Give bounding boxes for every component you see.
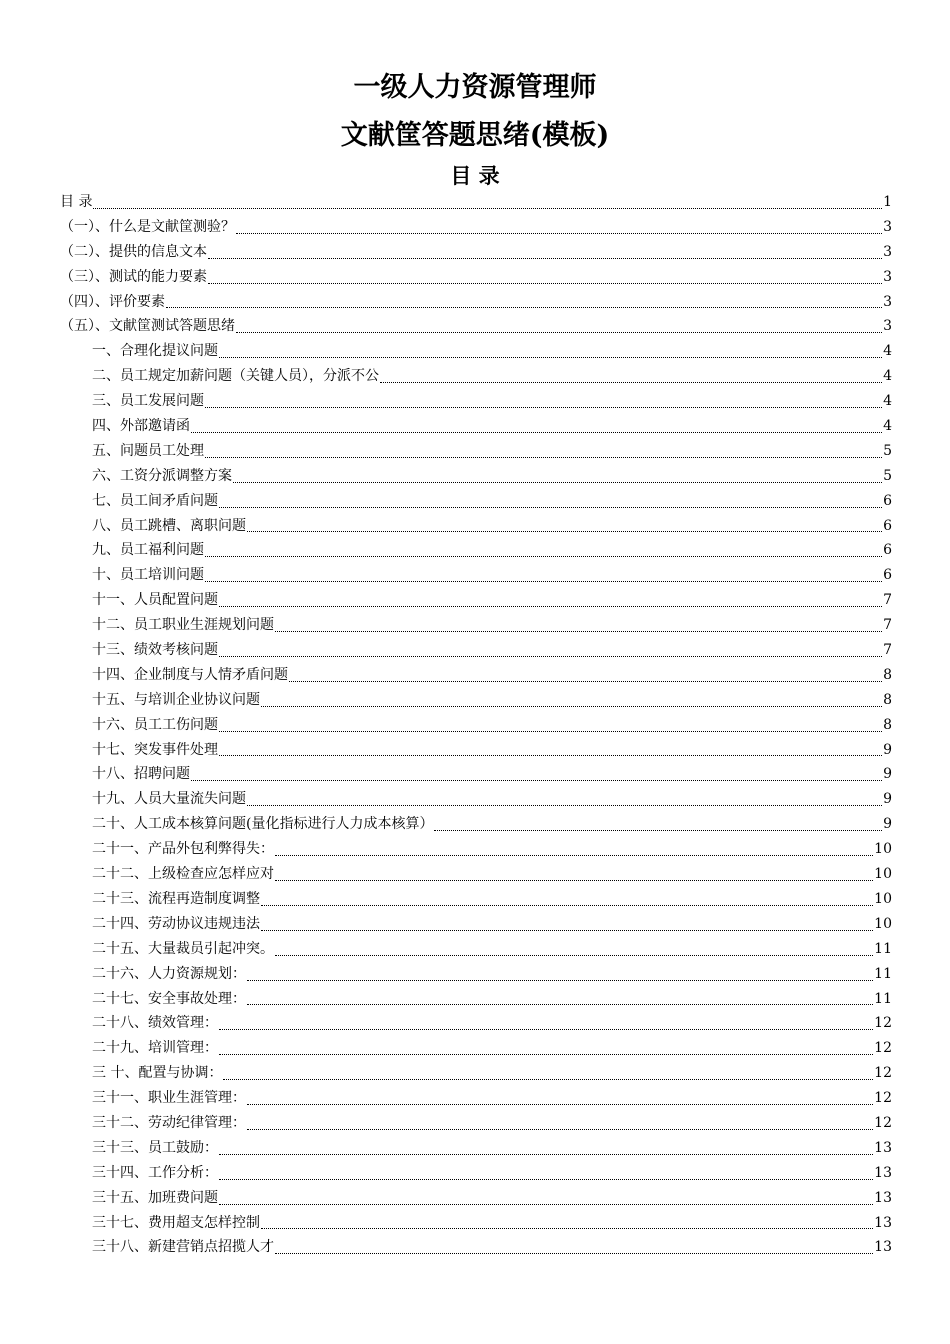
toc-entry-label: 一、合理化提议问题 xyxy=(92,343,218,360)
toc-entry-page-number: 3 xyxy=(883,243,892,260)
toc-entry-label: （三）、测试的能力要素 xyxy=(60,268,207,285)
toc-entry-page-number: 13 xyxy=(874,1189,892,1206)
toc-entry[interactable] xyxy=(60,190,892,215)
toc-entry-label: （二）、提供的信息文本 xyxy=(60,243,207,260)
document-title-line1: 一级人力资源管理师 xyxy=(353,72,597,103)
toc-entry-label: 六、工资分派调整方案 xyxy=(92,467,232,484)
toc-entry-page-number: 13 xyxy=(874,1239,892,1256)
toc-entry-label: 八、员工跳槽、离职问题 xyxy=(92,517,246,534)
toc-entry-page-number: 11 xyxy=(874,990,892,1007)
toc-entry[interactable] xyxy=(60,1111,892,1136)
toc-entry[interactable] xyxy=(60,215,892,240)
toc-entry-label: 三十八、新建营销点招揽人才 xyxy=(92,1239,274,1256)
toc-entry[interactable] xyxy=(60,887,892,912)
toc-entry[interactable] xyxy=(60,1186,892,1211)
toc-entry-page-number: 9 xyxy=(883,791,892,808)
toc-entry-page-number: 11 xyxy=(874,965,892,982)
toc-entry-page-number: 12 xyxy=(874,1065,892,1082)
toc-entry[interactable] xyxy=(60,439,892,464)
toc-entry-label: 二十六、人力资源规划： xyxy=(92,965,246,982)
toc-dot-leader xyxy=(247,1128,873,1130)
toc-entry[interactable] xyxy=(60,1011,892,1036)
toc-entry[interactable] xyxy=(60,688,892,713)
toc-dot-leader xyxy=(191,431,882,433)
toc-entry-label: 三十二、劳动纪律管理： xyxy=(92,1114,246,1131)
toc-entry-label: 二十二、上级检查应怎样应对 xyxy=(92,866,274,883)
toc-entry-label: 三十三、员工鼓励： xyxy=(92,1139,218,1156)
toc-dot-leader xyxy=(247,530,882,532)
toc-entry[interactable] xyxy=(60,762,892,787)
toc-entry-label: 三十五、加班费问题 xyxy=(92,1189,218,1206)
toc-dot-leader xyxy=(205,456,882,458)
toc-entry[interactable] xyxy=(60,1061,892,1086)
toc-entry-page-number: 12 xyxy=(874,1040,892,1057)
toc-entry[interactable] xyxy=(60,837,892,862)
toc-entry[interactable] xyxy=(60,962,892,987)
toc-dot-leader xyxy=(380,381,882,383)
toc-entry-page-number: 4 xyxy=(883,343,892,360)
toc-entry-page-number: 4 xyxy=(883,418,892,435)
toc-entry[interactable] xyxy=(60,862,892,887)
toc-entry-label: 十四、企业制度与人情矛盾问题 xyxy=(92,666,288,683)
toc-entry-label: 四、外部邀请函 xyxy=(92,418,190,435)
toc-entry-label: 十、员工培训问题 xyxy=(92,567,204,584)
toc-dot-leader xyxy=(247,1003,873,1005)
toc-dot-leader xyxy=(223,1078,873,1080)
toc-entry-label: 二十一、产品外包利弊得失： xyxy=(92,841,274,858)
toc-dot-leader xyxy=(233,481,882,483)
toc-dot-leader xyxy=(205,406,882,408)
toc-entry[interactable] xyxy=(60,240,892,265)
toc-dot-leader xyxy=(275,854,873,856)
toc-entry-label: 十八、招聘问题 xyxy=(92,766,190,783)
toc-entry-label: 二、员工规定加薪问题（关键人员），分派不公 xyxy=(92,368,379,385)
toc-dot-leader xyxy=(275,630,882,632)
toc-entry-page-number: 10 xyxy=(874,866,892,883)
toc-entry[interactable] xyxy=(60,514,892,539)
toc-entry[interactable] xyxy=(60,314,892,339)
toc-entry-page-number: 10 xyxy=(874,890,892,907)
toc-dot-leader xyxy=(261,705,882,707)
toc-entry[interactable] xyxy=(60,489,892,514)
toc-entry-page-number: 10 xyxy=(874,915,892,932)
toc-heading: 目 录 xyxy=(450,163,500,188)
toc-entry[interactable] xyxy=(60,613,892,638)
toc-entry-page-number: 8 xyxy=(883,716,892,733)
toc-dot-leader xyxy=(219,605,882,607)
toc-entry-page-number: 7 xyxy=(883,642,892,659)
toc-entry[interactable] xyxy=(60,1136,892,1161)
toc-entry-page-number: 12 xyxy=(874,1114,892,1131)
toc-entry-label: 七、员工间矛盾问题 xyxy=(92,492,218,509)
toc-entry-label: 九、员工福利问题 xyxy=(92,542,204,559)
toc-entry[interactable] xyxy=(60,464,892,489)
toc-entry-page-number: 13 xyxy=(874,1139,892,1156)
toc-entry[interactable] xyxy=(60,912,892,937)
toc-entry-page-number: 1 xyxy=(883,194,892,210)
toc-entry-page-number: 5 xyxy=(883,467,892,484)
toc-entry[interactable] xyxy=(60,290,892,315)
toc-entry[interactable] xyxy=(60,538,892,563)
toc-entry-page-number: 12 xyxy=(874,1015,892,1032)
toc-dot-leader xyxy=(434,829,882,831)
toc-dot-leader xyxy=(208,282,882,284)
toc-dot-leader xyxy=(219,506,882,508)
toc-entry-page-number: 3 xyxy=(883,293,892,310)
toc-dot-leader xyxy=(219,730,882,732)
toc-entry[interactable] xyxy=(60,787,892,812)
toc-entry-page-number: 10 xyxy=(874,841,892,858)
toc-entry-label: 三、员工发展问题 xyxy=(92,393,204,410)
toc-entry-page-number: 9 xyxy=(883,766,892,783)
toc-entry-label: 目 录 xyxy=(60,194,93,210)
toc-entry-page-number: 12 xyxy=(874,1090,892,1107)
toc-entry-page-number: 3 xyxy=(883,218,892,235)
toc-dot-leader xyxy=(219,1178,873,1180)
toc-entry-label: （四）、评价要素 xyxy=(60,293,165,310)
toc-entry-label: 三十四、工作分析： xyxy=(92,1164,218,1181)
table-of-contents xyxy=(60,190,892,1260)
toc-entry-label: 二十、人工成本核算问题(量化指标进行人力成本核算） xyxy=(92,816,434,833)
toc-dot-leader xyxy=(236,331,882,333)
toc-entry-page-number: 7 xyxy=(883,592,892,609)
toc-entry-page-number: 9 xyxy=(883,816,892,833)
toc-entry[interactable] xyxy=(60,265,892,290)
toc-entry[interactable] xyxy=(60,1235,892,1260)
toc-entry-page-number: 6 xyxy=(883,542,892,559)
toc-entry-label: 五、问题员工处理 xyxy=(92,442,204,459)
toc-entry-label: 三十七、费用超支怎样控制 xyxy=(92,1214,260,1231)
toc-entry-label: 三十一、职业生涯管理： xyxy=(92,1090,246,1107)
toc-entry[interactable] xyxy=(60,588,892,613)
toc-dot-leader xyxy=(219,655,882,657)
toc-entry[interactable] xyxy=(60,812,892,837)
toc-entry-page-number: 8 xyxy=(883,691,892,708)
toc-dot-leader xyxy=(247,1103,873,1105)
toc-entry-page-number: 13 xyxy=(874,1164,892,1181)
toc-dot-leader xyxy=(247,804,882,806)
toc-entry-label: 二十三、流程再造制度调整 xyxy=(92,890,260,907)
toc-entry-page-number: 6 xyxy=(883,492,892,509)
toc-entry-label: 十一、人员配置问题 xyxy=(92,592,218,609)
toc-entry-label: 三 十、配置与协调： xyxy=(92,1065,223,1082)
toc-dot-leader xyxy=(205,580,882,582)
toc-entry-page-number: 4 xyxy=(883,368,892,385)
toc-entry[interactable] xyxy=(60,1161,892,1186)
toc-entry[interactable] xyxy=(60,1036,892,1061)
toc-dot-leader xyxy=(219,356,882,358)
toc-entry[interactable] xyxy=(60,937,892,962)
document-title-line2: 文献筐答题思绪(模板) xyxy=(340,120,610,151)
toc-entry-label: 二十九、培训管理： xyxy=(92,1040,218,1057)
toc-entry-page-number: 4 xyxy=(883,393,892,410)
toc-dot-leader xyxy=(247,979,873,981)
toc-dot-leader xyxy=(261,929,873,931)
toc-entry-page-number: 3 xyxy=(883,318,892,335)
toc-entry[interactable] xyxy=(60,563,892,588)
toc-entry-page-number: 13 xyxy=(874,1214,892,1231)
toc-entry-page-number: 3 xyxy=(883,268,892,285)
toc-dot-leader xyxy=(208,257,882,259)
toc-dot-leader xyxy=(261,904,873,906)
toc-entry[interactable] xyxy=(60,638,892,663)
toc-dot-leader xyxy=(275,879,873,881)
toc-entry-page-number: 6 xyxy=(883,517,892,534)
toc-dot-leader xyxy=(166,306,882,308)
toc-entry[interactable] xyxy=(60,339,892,364)
toc-entry-label: 十三、绩效考核问题 xyxy=(92,642,218,659)
toc-entry-label: 十九、人员大量流失问题 xyxy=(92,791,246,808)
toc-entry[interactable] xyxy=(60,364,892,389)
toc-entry-label: 十六、员工工伤问题 xyxy=(92,716,218,733)
toc-dot-leader xyxy=(219,1203,873,1205)
toc-entry-label: 十七、突发事件处理 xyxy=(92,741,218,758)
toc-entry-label: 二十七、安全事故处理： xyxy=(92,990,246,1007)
toc-entry-page-number: 7 xyxy=(883,617,892,634)
toc-dot-leader xyxy=(275,1252,873,1254)
toc-entry-page-number: 8 xyxy=(883,666,892,683)
toc-dot-leader xyxy=(289,680,882,682)
toc-dot-leader xyxy=(236,232,882,234)
toc-entry[interactable] xyxy=(60,738,892,763)
toc-entry-page-number: 11 xyxy=(874,940,892,957)
toc-entry[interactable] xyxy=(60,987,892,1012)
toc-entry-label: 十二、员工职业生涯规划问题 xyxy=(92,617,274,634)
toc-entry-label: （五）、文献筐测试答题思绪 xyxy=(60,318,235,335)
toc-entry-page-number: 6 xyxy=(883,567,892,584)
toc-entry[interactable] xyxy=(60,389,892,414)
toc-entry-label: 十五、与培训企业协议问题 xyxy=(92,691,260,708)
toc-dot-leader xyxy=(205,555,882,557)
toc-dot-leader xyxy=(275,954,873,956)
toc-dot-leader xyxy=(219,1053,873,1055)
toc-dot-leader xyxy=(219,754,882,756)
toc-dot-leader xyxy=(191,779,882,781)
toc-entry[interactable] xyxy=(60,663,892,688)
toc-entry-label: 二十五、大量裁员引起冲突。 xyxy=(92,940,274,957)
toc-entry[interactable] xyxy=(60,1211,892,1236)
toc-dot-leader xyxy=(219,1028,873,1030)
toc-entry[interactable] xyxy=(60,414,892,439)
toc-dot-leader xyxy=(261,1227,873,1229)
toc-entry-label: （一）、什么是文献筐测验？ xyxy=(60,218,235,235)
toc-entry-label: 二十八、绩效管理： xyxy=(92,1015,218,1032)
toc-entry[interactable] xyxy=(60,713,892,738)
toc-entry-label: 二十四、劳动协议违规违法 xyxy=(92,915,260,932)
toc-dot-leader xyxy=(93,207,882,209)
toc-entry-page-number: 5 xyxy=(883,442,892,459)
toc-dot-leader xyxy=(219,1153,873,1155)
toc-entry[interactable] xyxy=(60,1086,892,1111)
toc-entry-page-number: 9 xyxy=(883,741,892,758)
